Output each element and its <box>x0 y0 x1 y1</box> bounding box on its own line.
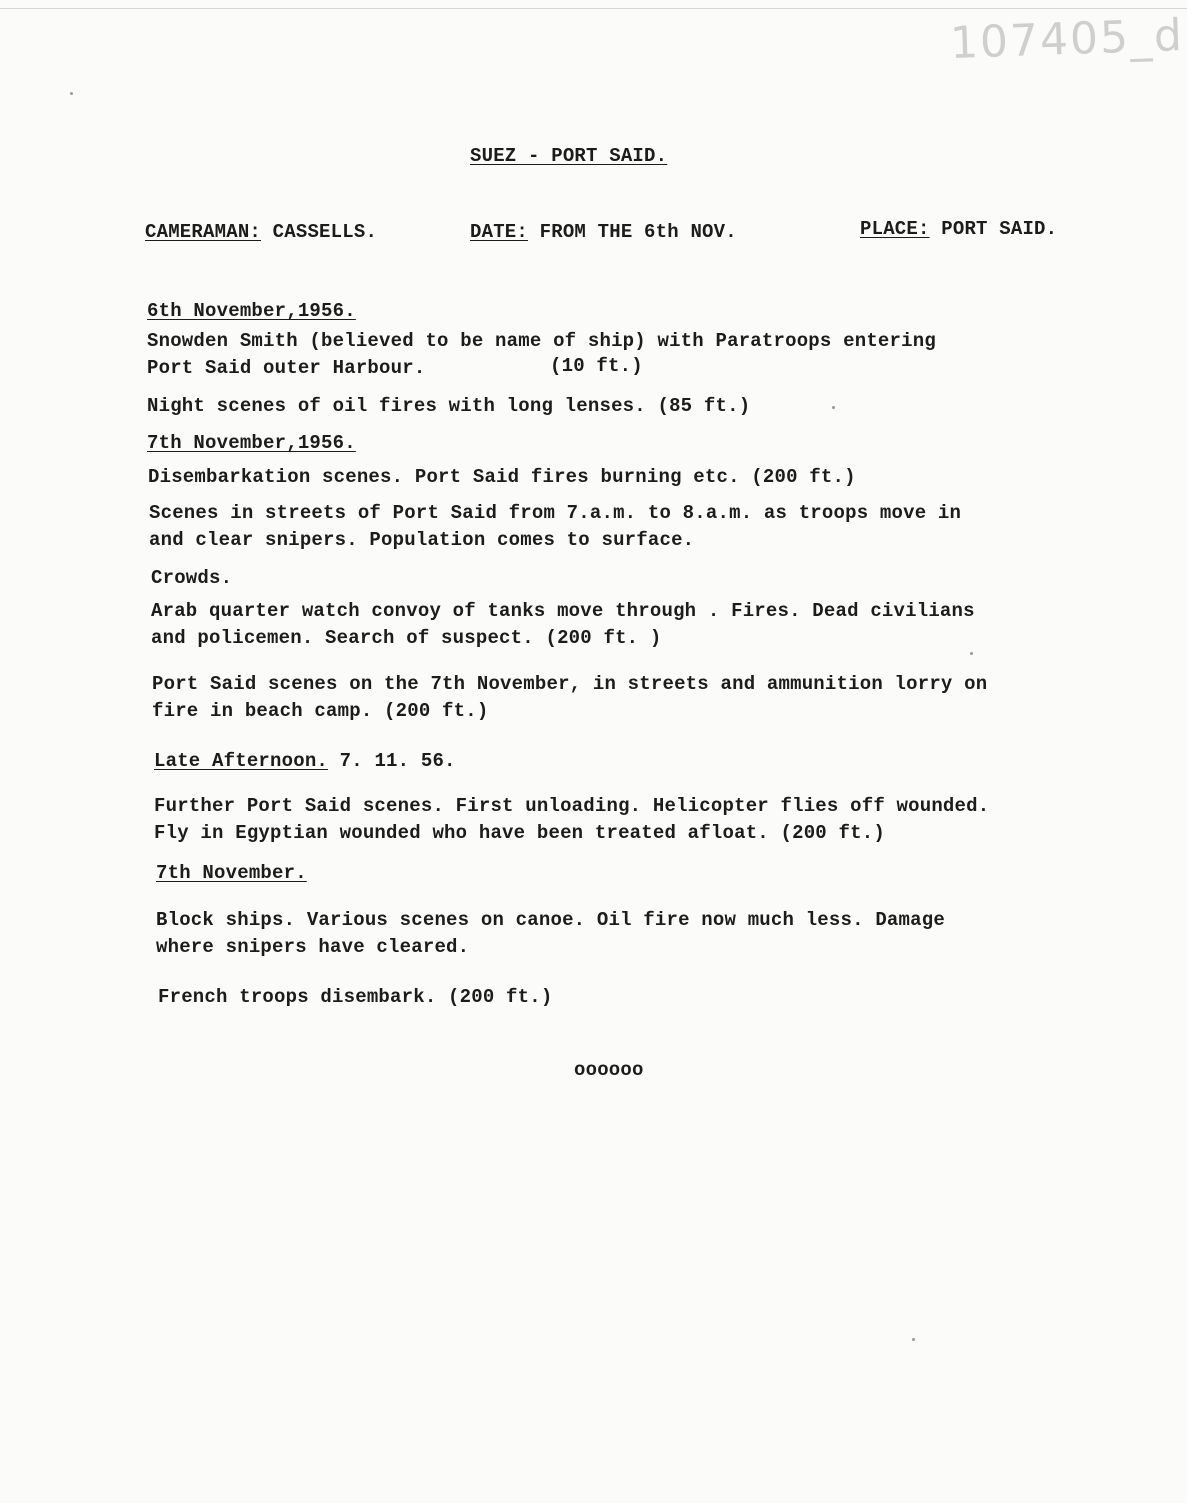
shot-entry-line: French troops disembark. (200 ft.) <box>158 986 553 1008</box>
date-heading-7-nov: 7th November,1956. <box>147 432 356 454</box>
place-value: PORT SAID. <box>941 218 1058 240</box>
paper-speck <box>970 652 973 655</box>
shot-entry-text: Port Said outer Harbour. <box>147 357 426 379</box>
shot-entry-line: Disembarkation scenes. Port Said fires burning etc. (200 ft.) <box>148 466 856 488</box>
cameraman-field <box>145 219 377 245</box>
date-label: DATE: <box>470 221 529 243</box>
late-afternoon-date: 7. 11. 56. <box>339 750 456 772</box>
cameraman-label: CAMERAMAN: <box>145 221 262 243</box>
shot-entry-line: Scenes in streets of Port Said from 7.a.m. to 8.a.m. as troops move in <box>149 502 962 524</box>
shot-entry-line: Port Said scenes on the 7th November, in streets and ammunition lorry on <box>152 673 988 695</box>
shot-entry-line: Snowden Smith (believed to be name of ship) with Paratroops entering <box>147 330 936 352</box>
date-field <box>470 219 737 245</box>
shot-entry-line: and clear snipers. Population comes to surface. <box>149 529 695 551</box>
shot-entry-line: Fly in Egyptian wounded who have been treated afloat. (200 ft.) <box>154 822 885 844</box>
shot-entry-line: fire in beach camp. (200 ft.) <box>152 700 489 722</box>
cameraman-value: CASSELLS. <box>272 221 378 243</box>
document-title: SUEZ - PORT SAID. <box>470 145 668 167</box>
shot-entry-line: Further Port Said scenes. First unloading. Helicopter flies off wounded. <box>154 795 990 817</box>
date-heading-7-nov-2: 7th November. <box>156 862 307 884</box>
shot-entry-line: Arab quarter watch convoy of tanks move through . Fires. Dead civilians <box>151 600 975 622</box>
date-heading-6-nov: 6th November,1956. <box>147 300 356 322</box>
paper-speck <box>912 1338 915 1341</box>
place-label: PLACE: <box>860 218 930 240</box>
date-heading-late-afternoon <box>154 748 456 774</box>
footage-length: (10 ft.) <box>550 355 643 377</box>
page-edge <box>0 0 1187 9</box>
shot-entry-line: and policemen. Search of suspect. (200 ft. ) <box>151 627 662 649</box>
paper-speck <box>832 406 835 409</box>
place-field <box>860 216 1057 242</box>
shot-entry-line <box>147 355 425 381</box>
shot-entry-line: Crowds. <box>151 567 233 589</box>
shot-entry-line: Block ships. Various scenes on canoe. Oil fire now much less. Damage <box>156 909 945 931</box>
late-afternoon-label: Late Afternoon. <box>154 750 329 772</box>
date-value: FROM THE 6th NOV. <box>539 221 737 243</box>
shot-entry-line: Night scenes of oil fires with long lenses. (85 ft.) <box>147 395 751 417</box>
end-mark: oooooo <box>574 1059 644 1081</box>
paper-speck <box>70 92 73 95</box>
archive-number: 107405_d <box>949 9 1185 70</box>
shot-entry-line: where snipers have cleared. <box>156 936 470 958</box>
